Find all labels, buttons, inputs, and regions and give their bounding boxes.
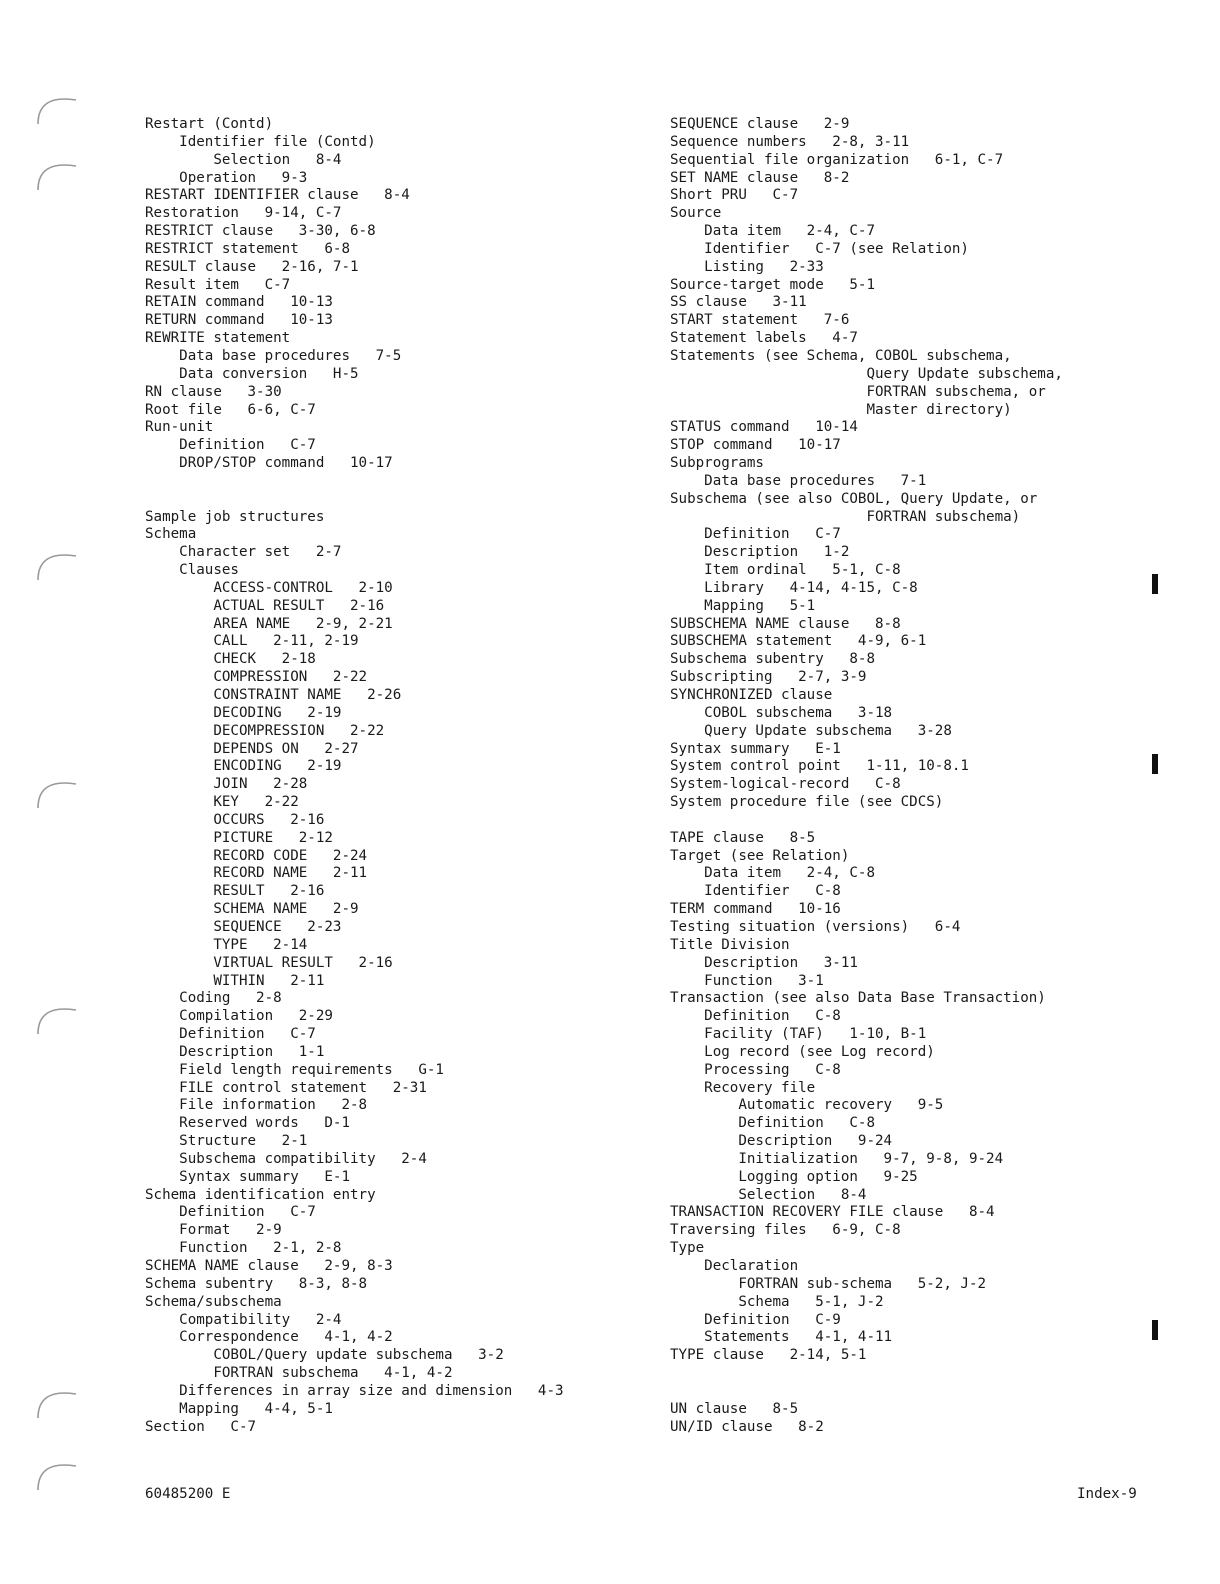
index-entry: CHECK 2-18 bbox=[145, 651, 316, 668]
index-entry: Mapping 5-1 bbox=[670, 597, 816, 614]
index-entry: Statements 4-1, 4-11 bbox=[670, 1329, 893, 1346]
binder-punch-mark bbox=[32, 542, 80, 582]
index-entry: KEY 2-22 bbox=[145, 794, 299, 811]
index-entry: Sample job structures bbox=[145, 508, 325, 525]
index-entry: System control point 1-11, 10-8.1 bbox=[670, 758, 969, 775]
index-entry: RECORD NAME 2-11 bbox=[145, 865, 368, 882]
index-entry: RESTRICT clause 3-30, 6-8 bbox=[145, 223, 376, 240]
index-entry: Description 1-2 bbox=[670, 544, 850, 561]
index-entry: SUBSCHEMA statement 4-9, 6-1 bbox=[670, 633, 927, 650]
index-entry: FORTRAN sub-schema 5-2, J-2 bbox=[670, 1275, 987, 1292]
index-entry: STOP command 10-17 bbox=[670, 437, 841, 454]
index-entry: Statements (see Schema, COBOL subschema, bbox=[670, 347, 1012, 364]
index-entry: REWRITE statement bbox=[145, 330, 291, 347]
index-entry: Identifier file (Contd) bbox=[145, 133, 376, 150]
index-entry: Automatic recovery 9-5 bbox=[670, 1097, 944, 1114]
index-entry: Initialization 9-7, 9-8, 9-24 bbox=[670, 1150, 1004, 1167]
index-entry: Syntax summary E-1 bbox=[145, 1168, 350, 1185]
index-entry: FORTRAN subschema 4-1, 4-2 bbox=[145, 1365, 453, 1382]
index-entry: SUBSCHEMA NAME clause 8-8 bbox=[670, 615, 901, 632]
index-entry: Function 3-1 bbox=[670, 972, 824, 989]
index-entry: TYPE clause 2-14, 5-1 bbox=[670, 1347, 867, 1364]
index-entry: Master directory) bbox=[670, 401, 1012, 418]
index-entry: Compatibility 2-4 bbox=[145, 1311, 342, 1328]
blank-line bbox=[145, 491, 650, 509]
index-entry: RESULT clause 2-16, 7-1 bbox=[145, 258, 359, 275]
index-entry: System procedure file (see CDCS) bbox=[670, 794, 944, 811]
index-entry: COMPRESSION 2-22 bbox=[145, 669, 368, 686]
index-entry: System-logical-record C-8 bbox=[670, 776, 901, 793]
index-entry: Data base procedures 7-1 bbox=[670, 472, 927, 489]
index-entry: Structure 2-1 bbox=[145, 1133, 308, 1150]
index-entry: Syntax summary E-1 bbox=[670, 740, 841, 757]
binder-punch-mark bbox=[32, 86, 80, 126]
index-entry: Field length requirements G-1 bbox=[145, 1061, 444, 1078]
index-entry: Clauses bbox=[145, 562, 239, 579]
index-entry: FILE control statement 2-31 bbox=[145, 1079, 427, 1096]
index-entry: CONSTRAINT NAME 2-26 bbox=[145, 687, 402, 703]
index-entry: CALL 2-11, 2-19 bbox=[145, 633, 359, 650]
index-entry: Listing 2-33 bbox=[670, 258, 824, 275]
index-entry: WITHIN 2-11 bbox=[145, 972, 325, 989]
index-entry: Sequential file organization 6-1, C-7 bbox=[670, 151, 1004, 168]
index-entry: Description 9-24 bbox=[670, 1133, 893, 1150]
index-entry: Schema 5-1, J-2 bbox=[670, 1293, 884, 1310]
page-number: Index-9 bbox=[1077, 1486, 1137, 1502]
index-entry: Schema identification entry bbox=[145, 1186, 376, 1203]
index-entry: Sequence numbers 2-8, 3-11 bbox=[670, 133, 910, 150]
index-entry: Definition C-8 bbox=[670, 1008, 841, 1025]
index-entry: Statement labels 4-7 bbox=[670, 330, 858, 347]
index-entry: Subschema compatibility 2-4 bbox=[145, 1150, 427, 1167]
index-entry: COBOL subschema 3-18 bbox=[670, 704, 893, 721]
index-entry: SEQUENCE 2-23 bbox=[145, 918, 342, 935]
index-entry: TYPE 2-14 bbox=[145, 936, 308, 953]
blank-line bbox=[670, 1365, 1150, 1383]
binder-punch-mark bbox=[32, 770, 80, 810]
index-entry: TRANSACTION RECOVERY FILE clause 8-4 bbox=[670, 1204, 995, 1221]
blank-line bbox=[145, 473, 650, 491]
index-entry: Traversing files 6-9, C-8 bbox=[670, 1222, 901, 1239]
index-entry: Source-target mode 5-1 bbox=[670, 276, 875, 293]
index-entry: SS clause 3-11 bbox=[670, 294, 807, 311]
index-entry: AREA NAME 2-9, 2-21 bbox=[145, 615, 393, 632]
index-entry: Definition C-7 bbox=[145, 1204, 316, 1221]
index-entry: Definition C-8 bbox=[670, 1115, 875, 1132]
index-entry: DEPENDS ON 2-27 bbox=[145, 740, 359, 757]
index-entry: Compilation 2-29 bbox=[145, 1008, 333, 1025]
index-entry: DECODING 2-19 bbox=[145, 704, 342, 721]
index-entry: SET NAME clause 8-2 bbox=[670, 169, 850, 186]
index-entry: Restart (Contd) bbox=[145, 116, 274, 132]
index-entry: Operation 9-3 bbox=[145, 169, 308, 186]
index-entry: Subscripting 2-7, 3-9 bbox=[670, 669, 867, 686]
binder-punch-mark bbox=[32, 152, 80, 192]
index-entry: ACCESS-CONTROL 2-10 bbox=[145, 579, 393, 596]
index-entry: Recovery file bbox=[670, 1079, 816, 1096]
index-entry: Data base procedures 7-5 bbox=[145, 347, 402, 364]
index-entry: JOIN 2-28 bbox=[145, 776, 308, 793]
index-entry: ENCODING 2-19 bbox=[145, 758, 342, 775]
index-entry: Short PRU C-7 bbox=[670, 187, 799, 204]
index-entry: Mapping 4-4, 5-1 bbox=[145, 1400, 333, 1417]
index-entry: Differences in array size and dimension 4-3 bbox=[145, 1382, 564, 1399]
blank-line bbox=[670, 1383, 1150, 1401]
index-entry: RESTART IDENTIFIER clause 8-4 bbox=[145, 187, 410, 204]
index-entry: RETURN command 10-13 bbox=[145, 312, 333, 329]
index-entry: Type bbox=[670, 1240, 705, 1257]
index-entry: Subschema subentry 8-8 bbox=[670, 651, 875, 668]
index-entry: Subschema (see also COBOL, Query Update, or bbox=[670, 490, 1038, 507]
index-entry: Logging option 9-25 bbox=[670, 1168, 918, 1185]
index-entry: DROP/STOP command 10-17 bbox=[145, 455, 393, 472]
index-entry: Selection 8-4 bbox=[145, 151, 342, 168]
index-entry: SCHEMA NAME clause 2-9, 8-3 bbox=[145, 1258, 393, 1274]
index-entry: DECOMPRESSION 2-22 bbox=[145, 722, 385, 739]
index-entry: Query Update subschema, bbox=[670, 365, 1063, 382]
index-entry: Description 3-11 bbox=[670, 954, 858, 971]
index-entry: RECORD CODE 2-24 bbox=[145, 847, 368, 864]
revision-bar bbox=[1152, 574, 1158, 594]
index-entry: TERM command 10-16 bbox=[670, 901, 841, 918]
index-entry: Data conversion H-5 bbox=[145, 365, 359, 382]
binder-punch-mark bbox=[32, 1380, 80, 1420]
index-entry: Description 1-1 bbox=[145, 1043, 325, 1060]
index-entry: Character set 2-7 bbox=[145, 544, 342, 561]
index-entry: Reserved words D-1 bbox=[145, 1115, 350, 1132]
index-entry: Function 2-1, 2-8 bbox=[145, 1240, 342, 1257]
index-entry: RESTRICT statement 6-8 bbox=[145, 240, 350, 257]
index-column-right bbox=[670, 116, 1150, 1436]
index-entry: TAPE clause 8-5 bbox=[670, 829, 816, 846]
index-entry: Definition C-7 bbox=[145, 1026, 316, 1043]
index-entry: Section C-7 bbox=[145, 1418, 257, 1435]
index-entry: Schema/subschema bbox=[145, 1293, 282, 1310]
index-entry: Selection 8-4 bbox=[670, 1186, 867, 1203]
index-entry: FORTRAN subschema, or bbox=[670, 383, 1046, 400]
index-column-left bbox=[145, 116, 650, 1436]
index-entry: COBOL/Query update subschema 3-2 bbox=[145, 1347, 504, 1364]
index-entry: SYNCHRONIZED clause bbox=[670, 687, 833, 703]
index-entry: Schema bbox=[145, 526, 197, 543]
index-entry: SCHEMA NAME 2-9 bbox=[145, 901, 359, 918]
index-entry: File information 2-8 bbox=[145, 1097, 368, 1114]
index-entry: Definition C-7 bbox=[670, 526, 841, 543]
index-entry: Root file 6-6, C-7 bbox=[145, 401, 316, 418]
index-entry: VIRTUAL RESULT 2-16 bbox=[145, 954, 393, 971]
index-entry: Definition C-7 bbox=[145, 437, 316, 454]
index-entry: Item ordinal 5-1, C-8 bbox=[670, 562, 901, 579]
index-entry: Library 4-14, 4-15, C-8 bbox=[670, 579, 918, 596]
binder-punch-mark bbox=[32, 1452, 80, 1492]
index-entry: Declaration bbox=[670, 1258, 799, 1274]
document-number: 60485200 E bbox=[145, 1486, 231, 1502]
index-entry: Schema subentry 8-3, 8-8 bbox=[145, 1275, 368, 1292]
index-entry: SEQUENCE clause 2-9 bbox=[670, 116, 850, 132]
index-entry: Correspondence 4-1, 4-2 bbox=[145, 1329, 393, 1346]
index-entry: RESULT 2-16 bbox=[145, 883, 325, 900]
index-entry: UN clause 8-5 bbox=[670, 1400, 799, 1417]
index-entry: Identifier C-7 (see Relation) bbox=[670, 240, 969, 257]
index-entry: Testing situation (versions) 6-4 bbox=[670, 918, 961, 935]
index-entry: ACTUAL RESULT 2-16 bbox=[145, 597, 385, 614]
index-entry: FORTRAN subschema) bbox=[670, 508, 1021, 525]
index-entry: PICTURE 2-12 bbox=[145, 829, 333, 846]
index-entry: Processing C-8 bbox=[670, 1061, 841, 1078]
index-entry: Log record (see Log record) bbox=[670, 1043, 935, 1060]
index-entry: RETAIN command 10-13 bbox=[145, 294, 333, 311]
index-entry: RN clause 3-30 bbox=[145, 383, 282, 400]
index-entry: Facility (TAF) 1-10, B-1 bbox=[670, 1026, 927, 1043]
index-entry: Transaction (see also Data Base Transaction) bbox=[670, 990, 1046, 1007]
index-entry: Run-unit bbox=[145, 419, 214, 436]
index-entry: Result item C-7 bbox=[145, 276, 291, 293]
binder-punch-mark bbox=[32, 996, 80, 1036]
revision-bar bbox=[1152, 754, 1158, 774]
index-entry: UN/ID clause 8-2 bbox=[670, 1418, 824, 1435]
revision-bar bbox=[1152, 1320, 1158, 1340]
index-entry: Restoration 9-14, C-7 bbox=[145, 205, 342, 222]
index-entry: Coding 2-8 bbox=[145, 990, 282, 1007]
index-entry: Title Division bbox=[670, 936, 790, 953]
index-entry: STATUS command 10-14 bbox=[670, 419, 858, 436]
index-entry: OCCURS 2-16 bbox=[145, 811, 325, 828]
index-entry: Source bbox=[670, 205, 722, 222]
index-entry: Data item 2-4, C-7 bbox=[670, 223, 875, 240]
index-entry: START statement 7-6 bbox=[670, 312, 850, 329]
index-entry: Query Update subschema 3-28 bbox=[670, 722, 952, 739]
blank-line bbox=[670, 812, 1150, 830]
index-entry: Data item 2-4, C-8 bbox=[670, 865, 875, 882]
index-entry: Identifier C-8 bbox=[670, 883, 841, 900]
index-entry: Target (see Relation) bbox=[670, 847, 850, 864]
index-entry: Subprograms bbox=[670, 455, 764, 472]
index-entry: Format 2-9 bbox=[145, 1222, 282, 1239]
index-entry: Definition C-9 bbox=[670, 1311, 841, 1328]
